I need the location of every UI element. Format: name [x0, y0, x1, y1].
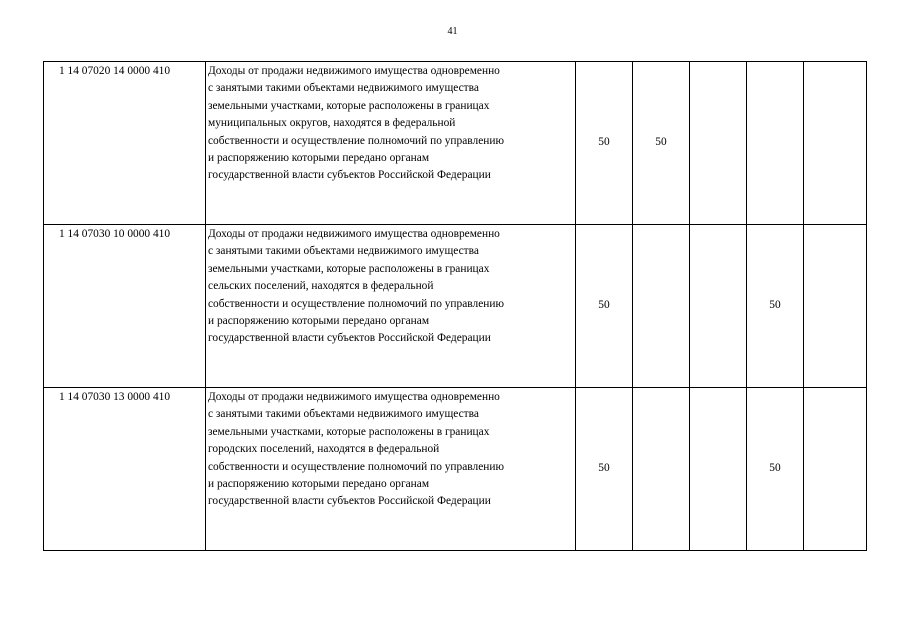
value-cell [804, 62, 867, 225]
description-line: с занятыми такими объектами недвижимого имущества [208, 245, 479, 258]
description-line: Доходы от продажи недвижимого имущества одновременно [208, 228, 500, 240]
description-line: собственности и осуществление полномочий по управлению [208, 297, 504, 310]
value-cell: 50 [747, 388, 804, 551]
value-cell [804, 388, 867, 551]
table-row [44, 62, 867, 225]
description-line: с занятыми такими объектами недвижимого имущества [208, 408, 479, 421]
description-line: и распоряжению которыми передано органам [208, 478, 430, 491]
table-row [44, 388, 867, 551]
description-line: земельными участками, которые расположены в границах [208, 99, 490, 112]
value-cell: 50 [576, 388, 633, 551]
description-line: собственности и осуществление полномочий по управлению [208, 134, 504, 147]
value-cell: 50 [747, 225, 804, 388]
description-line: земельными участками, которые расположены в границах [208, 262, 490, 275]
description-line: государственной власти субъектов Российской Федерации [208, 495, 491, 508]
value-cell [633, 225, 690, 388]
description-line: сельских поселений, находятся в федеральной [208, 280, 434, 293]
description-line: с занятыми такими объектами недвижимого имущества [208, 82, 479, 95]
description-line: муниципальных округов, находятся в федеральной [208, 117, 456, 130]
revenue-distribution-table [43, 61, 867, 551]
value-cell: 50 [576, 62, 633, 225]
budget-code-cell: 1 14 07020 14 0000 410 [44, 62, 206, 225]
description-line: собственности и осуществление полномочий по управлению [208, 460, 504, 473]
description-line: городских поселений, находятся в федеральной [208, 443, 440, 456]
value-cell [804, 225, 867, 388]
description-line: государственной власти субъектов Российской Федерации [208, 169, 491, 182]
description-line: и распоряжению которыми передано органам [208, 152, 430, 165]
description-line: и распоряжению которыми передано органам [208, 315, 430, 328]
value-cell [747, 62, 804, 225]
description-line: Доходы от продажи недвижимого имущества одновременно [208, 391, 500, 403]
description-line: государственной власти субъектов Российской Федерации [208, 332, 491, 345]
budget-code-cell: 1 14 07030 13 0000 410 [44, 388, 206, 551]
description-cell [206, 225, 576, 388]
description-line: земельными участками, которые расположены в границах [208, 425, 490, 438]
description-line: Доходы от продажи недвижимого имущества одновременно [208, 65, 500, 77]
value-cell [633, 388, 690, 551]
value-cell [690, 225, 747, 388]
value-cell [690, 388, 747, 551]
description-cell [206, 388, 576, 551]
value-cell: 50 [576, 225, 633, 388]
description-cell [206, 62, 576, 225]
value-cell [690, 62, 747, 225]
table-row [44, 225, 867, 388]
page-number: 41 [447, 26, 458, 37]
value-cell: 50 [633, 62, 690, 225]
budget-code-cell: 1 14 07030 10 0000 410 [44, 225, 206, 388]
